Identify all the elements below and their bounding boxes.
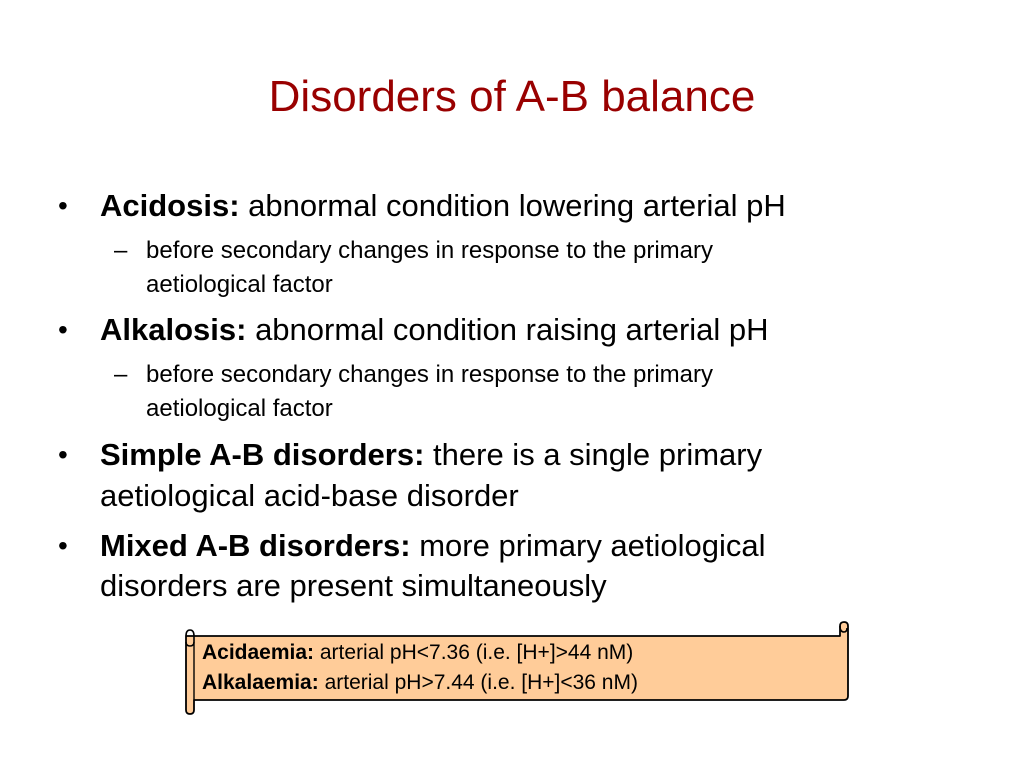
callout-line-acidaemia xyxy=(202,638,633,668)
bullet-term: Acidosis: xyxy=(100,188,240,223)
bullet-term: Simple A-B disorders: xyxy=(100,437,425,472)
sub-bullet-text: aetiological factor xyxy=(146,271,333,298)
callout-term: Acidaemia: xyxy=(202,641,315,664)
bullet-text: disorders are present simultaneously xyxy=(100,568,607,603)
bullet-text: aetiological acid-base disorder xyxy=(100,478,519,513)
dash-symbol: – xyxy=(114,361,128,388)
bullet-text: abnormal condition lowering arterial pH xyxy=(239,188,786,223)
bullet-text: there is a single primary xyxy=(424,437,763,472)
callout-line-alkalaemia xyxy=(202,668,638,698)
bullet-dot: • xyxy=(58,190,68,221)
callout-text: arterial pH>7.44 (i.e. [H+]<36 nM) xyxy=(318,671,638,694)
sub-bullet-text: before secondary changes in response to the primary xyxy=(146,237,713,264)
callout-scroll xyxy=(176,620,856,716)
callout-term: Alkalaemia: xyxy=(202,671,319,694)
bullet-term: Mixed A-B disorders: xyxy=(100,528,411,563)
dash-symbol: – xyxy=(114,237,128,264)
sub-bullet-text: before secondary changes in response to the primary xyxy=(146,361,713,388)
bullet-dot: • xyxy=(58,530,68,561)
bullet-dot: • xyxy=(58,314,68,345)
bullet-term: Alkalosis: xyxy=(100,312,247,347)
bullet-text: more primary aetiological xyxy=(410,528,766,563)
bullet-text: abnormal condition raising arterial pH xyxy=(246,312,769,347)
bullet-dot: • xyxy=(58,439,68,470)
slide-title: Disorders of A-B balance xyxy=(268,72,756,121)
callout-text: arterial pH<7.36 (i.e. [H+]>44 nM) xyxy=(314,641,634,664)
sub-bullet-text: aetiological factor xyxy=(146,395,333,422)
